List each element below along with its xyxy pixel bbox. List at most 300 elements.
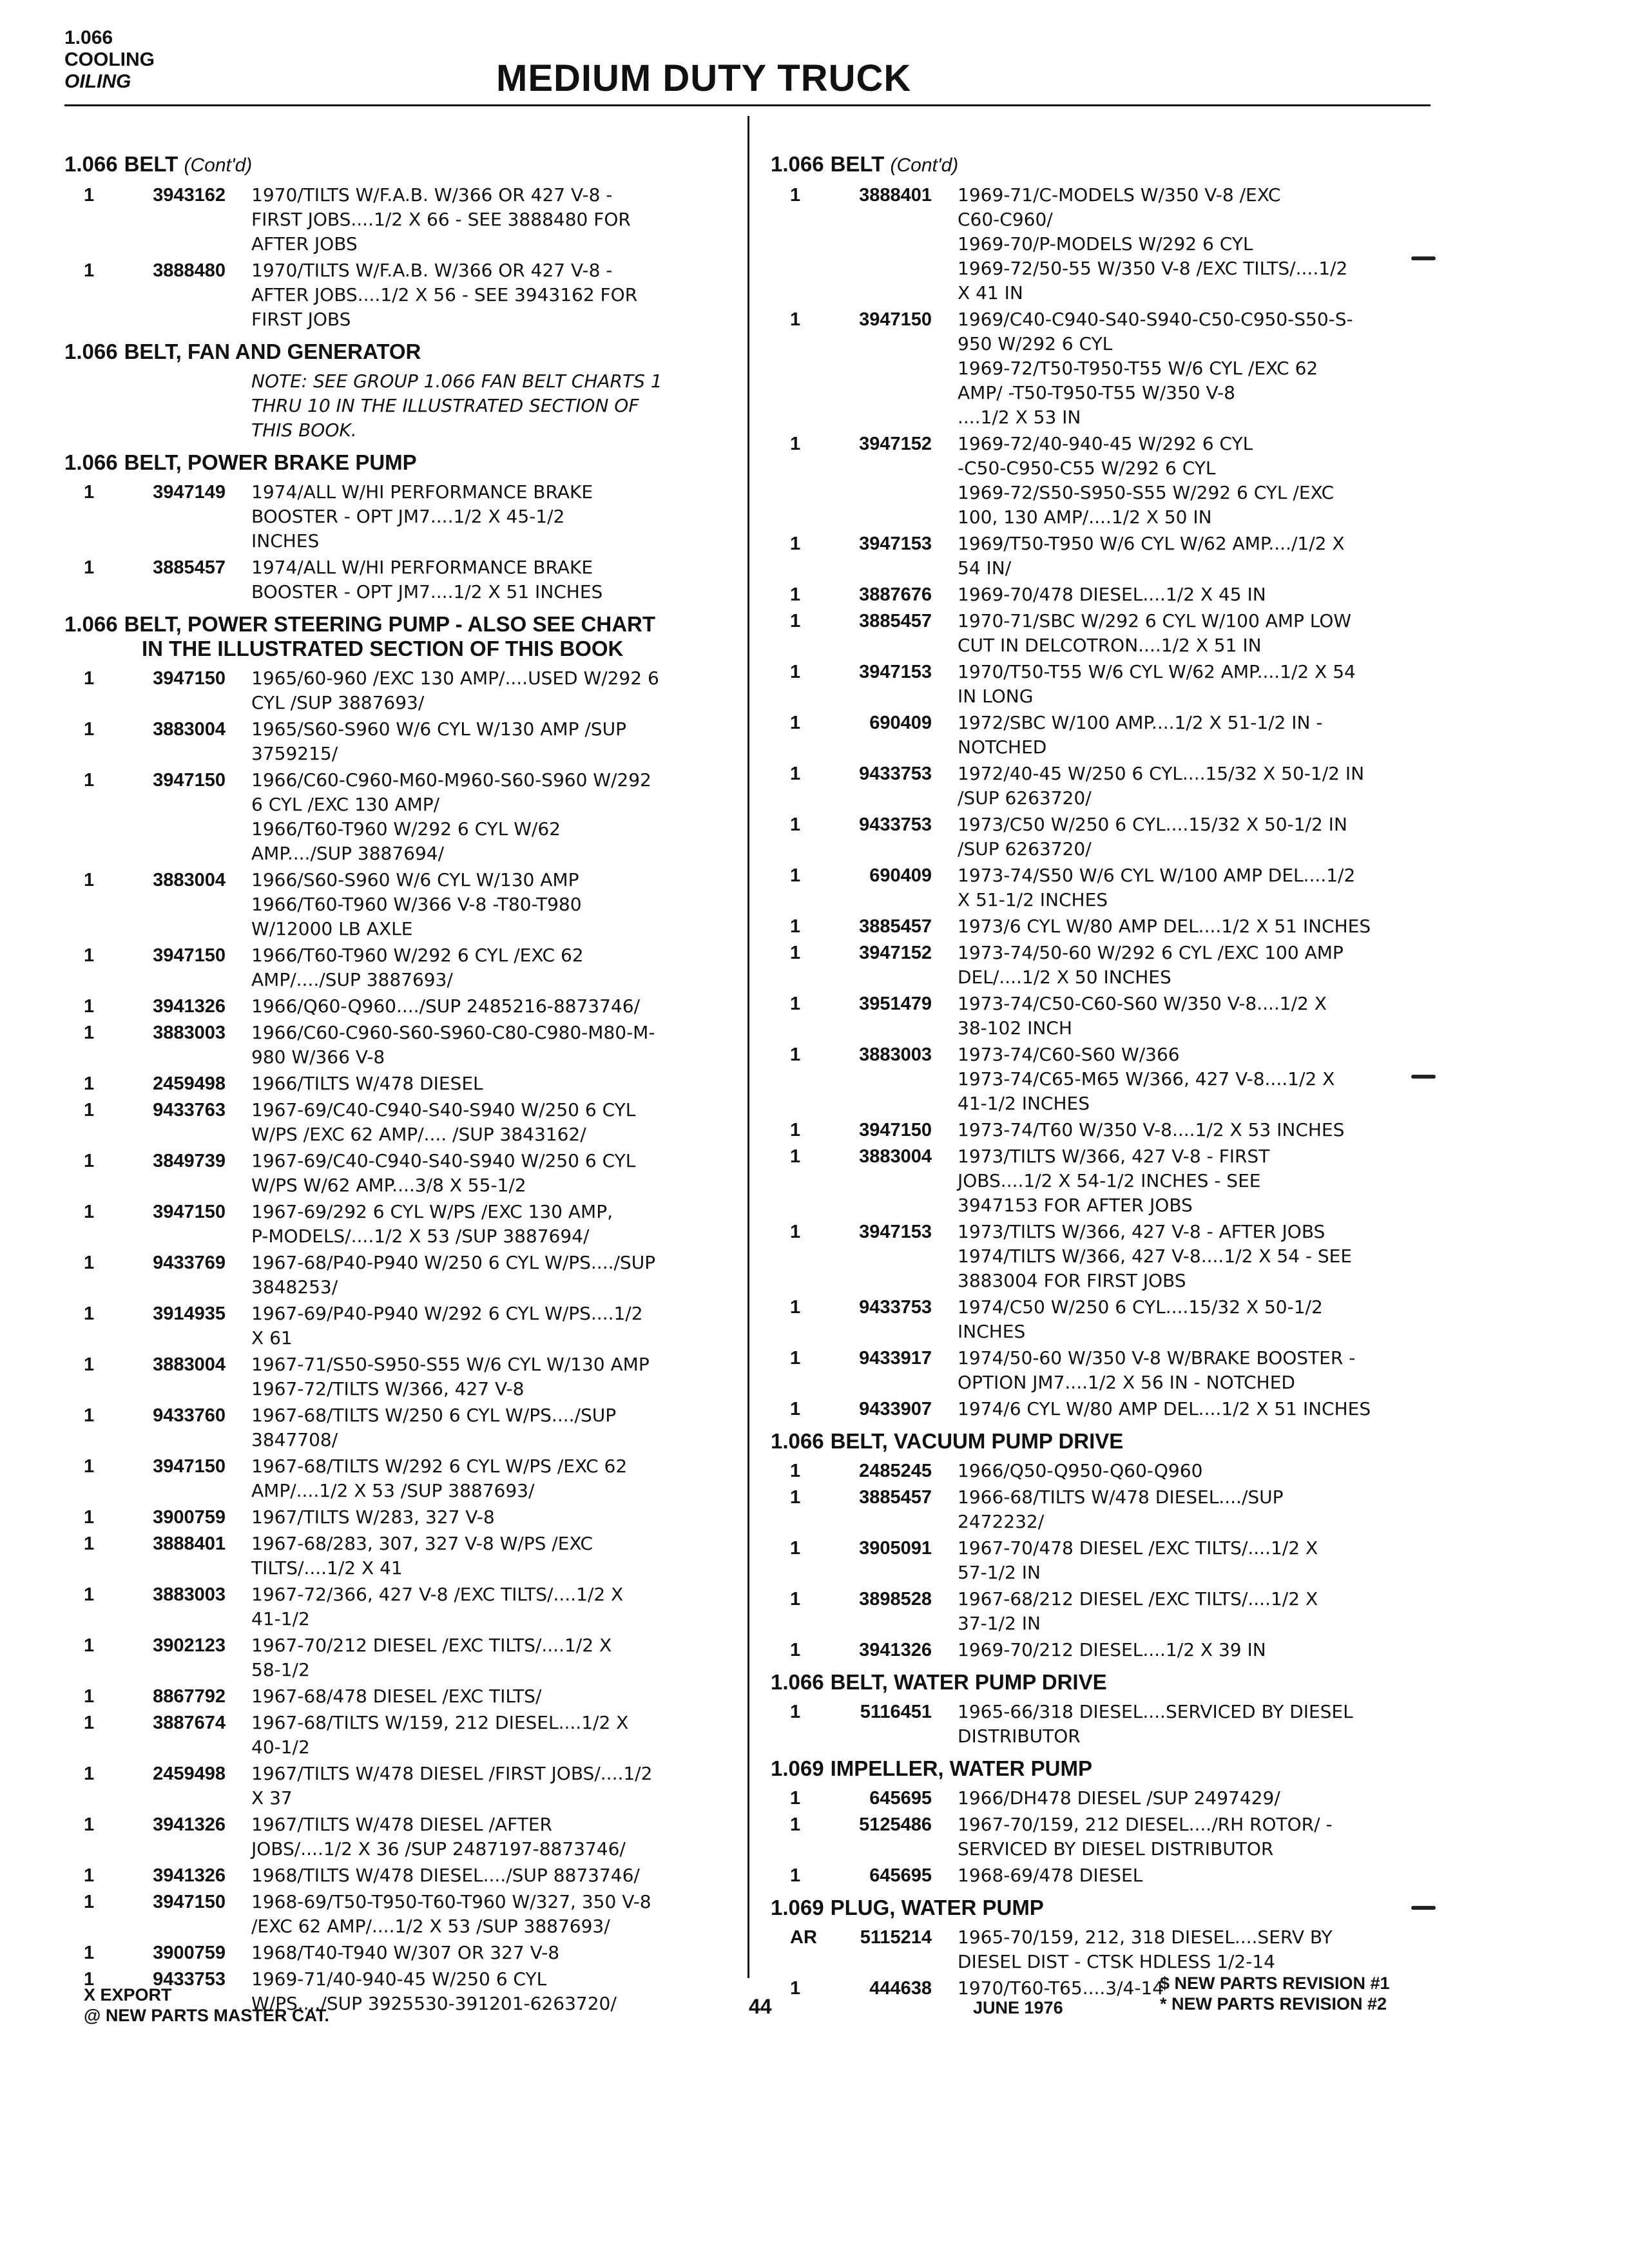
description-line: 1968/T40-T940 W/307 OR 327 V-8: [251, 1942, 560, 1963]
part-quantity: 1: [84, 1584, 95, 1605]
description-line: 38-102 INCH: [958, 1017, 1072, 1039]
part-row: [64, 1352, 735, 1401]
description-line: 1966/T60-T960 W/366 V-8 -T80-T980: [251, 894, 582, 915]
part-number: 3905091: [859, 1538, 932, 1559]
part-row: [771, 609, 1441, 658]
description-line: 1970/TILTS W/F.A.B. W/366 OR 427 V-8 -: [251, 260, 613, 281]
section-heading: [64, 612, 735, 661]
description-line: 100, 130 AMP/....1/2 X 50 IN: [958, 506, 1212, 528]
description-line: 1967-68/P40-P940 W/250 6 CYL W/PS..../SUP: [251, 1252, 656, 1273]
part-description: [958, 914, 1441, 939]
part-number: 3885457: [859, 611, 932, 631]
part-description: [251, 1711, 735, 1760]
description-line: CUT IN DELCOTRON....1/2 X 51 IN: [958, 635, 1262, 656]
part-quantity: 1: [84, 945, 95, 966]
section-title: BELT: [124, 152, 178, 176]
part-number: 690409: [869, 865, 932, 886]
description-line: 1967-69/292 6 CYL W/PS /EXC 130 AMP,: [251, 1201, 613, 1222]
description-line: 1967-71/S50-S950-S55 W/6 CYL W/130 AMP: [251, 1354, 650, 1375]
description-line: 1973-74/T60 W/350 V-8....1/2 X 53 INCHES: [958, 1119, 1345, 1140]
section-heading: [64, 152, 735, 178]
description-line: 1970-71/SBC W/292 6 CYL W/100 AMP LOW: [958, 610, 1352, 631]
section-number: 1.069: [771, 1896, 824, 1919]
section-number: 1.066: [64, 152, 118, 176]
part-quantity: 1: [84, 1100, 95, 1120]
description-line: 1969-72/40-940-45 W/292 6 CYL: [958, 433, 1253, 454]
part-quantity: 1: [790, 1461, 801, 1481]
part-description: [251, 1812, 735, 1861]
part-number: 2485245: [859, 1461, 932, 1481]
part-number: 3888401: [859, 185, 932, 206]
description-line: 1969/T50-T950 W/6 CYL W/62 AMP..../1/2 X: [958, 533, 1345, 554]
description-line: 6 CYL /EXC 130 AMP/: [251, 794, 440, 815]
description-line: W/PS..../SUP 3925530-391201-6263720/: [251, 1993, 617, 2014]
part-quantity: 1: [84, 1969, 95, 1990]
part-quantity: 1: [84, 1354, 95, 1375]
part-quantity: 1: [790, 994, 801, 1014]
part-number: 3947150: [859, 309, 932, 330]
footer-master-cat: @ NEW PARTS MASTER CAT.: [84, 2006, 329, 2025]
description-line: 1973-74/C50-C60-S60 W/350 V-8....1/2 X: [958, 993, 1327, 1014]
section-title: BELT, POWER BRAKE PUMP: [124, 450, 417, 474]
part-row: [771, 1485, 1441, 1534]
section-heading: [771, 152, 1441, 178]
part-description: [251, 1762, 735, 1811]
description-line: 1973/TILTS W/366, 427 V-8 - AFTER JOBS: [958, 1221, 1325, 1242]
description-line: 1973-74/50-60 W/292 6 CYL /EXC 100 AMP: [958, 942, 1344, 963]
part-quantity: 1: [84, 996, 95, 1017]
description-line: 1966/Q50-Q950-Q60-Q960: [958, 1460, 1203, 1481]
part-quantity: 1: [790, 185, 801, 206]
margin-tick-mark: [1411, 256, 1436, 260]
description-line: 1967/TILTS W/478 DIESEL /AFTER: [251, 1814, 552, 1835]
part-number: 3883004: [153, 719, 226, 740]
part-row: [771, 992, 1441, 1041]
section-code: 1.066: [64, 27, 113, 48]
part-number: 3941326: [153, 996, 226, 1017]
description-line: W/PS /EXC 62 AMP/.... /SUP 3843162/: [251, 1124, 586, 1145]
part-quantity: 1: [790, 1044, 801, 1065]
description-line: 950 W/292 6 CYL: [958, 333, 1113, 354]
description-line: 1974/TILTS W/366, 427 V-8....1/2 X 54 - SEE: [958, 1245, 1353, 1267]
description-line: 1974/C50 W/250 6 CYL....15/32 X 50-1/2: [958, 1296, 1323, 1318]
description-line: 1966/S60-S960 W/6 CYL W/130 AMP: [251, 869, 579, 890]
part-description: [958, 1812, 1441, 1861]
part-row: [771, 914, 1441, 939]
description-line: 41-1/2 INCHES: [958, 1093, 1090, 1114]
part-description: [958, 1587, 1441, 1636]
part-quantity: 1: [790, 1640, 801, 1660]
part-quantity: 1: [84, 1635, 95, 1656]
part-number: 3947152: [859, 434, 932, 454]
description-line: 58-1/2: [251, 1659, 310, 1680]
description-line: 1967-69/C40-C940-S40-S940 W/250 6 CYL: [251, 1099, 636, 1120]
part-description: [251, 1890, 735, 1939]
description-line: 1969-70/478 DIESEL....1/2 X 45 IN: [958, 584, 1266, 605]
description-line: TILTS/....1/2 X 41: [251, 1557, 403, 1579]
description-line: W/PS W/62 AMP....3/8 X 55-1/2: [251, 1175, 526, 1196]
section-continued: (Cont'd): [184, 155, 253, 176]
footer-export: X EXPORT: [84, 1985, 172, 2004]
section-heading: [771, 1756, 1441, 1781]
section-title: PLUG, WATER PUMP: [830, 1896, 1044, 1919]
description-line: 1974/6 CYL W/80 AMP DEL....1/2 X 51 INCHES: [958, 1398, 1371, 1419]
description-line: 1967-70/159, 212 DIESEL..../RH ROTOR/ -: [958, 1814, 1333, 1835]
part-number: 9433753: [859, 764, 932, 784]
description-line: 1966/T60-T960 W/292 6 CYL /EXC 62: [251, 945, 584, 966]
part-row: [771, 307, 1441, 430]
note-line: THIS BOOK.: [251, 419, 357, 441]
corner-header: [64, 27, 155, 93]
description-line: 1973-74/C65-M65 W/366, 427 V-8....1/2 X: [958, 1068, 1335, 1090]
description-line: 1970/TILTS W/F.A.B. W/366 OR 427 V-8 -: [251, 184, 613, 206]
description-line: 1965-66/318 DIESEL....SERVICED BY DIESEL: [958, 1701, 1353, 1722]
description-line: 1967-68/283, 307, 327 V-8 W/PS /EXC: [251, 1533, 593, 1554]
part-row: [771, 1536, 1441, 1585]
part-row: [771, 1220, 1441, 1293]
description-line: 1969-70/P-MODELS W/292 6 CYL: [958, 233, 1253, 255]
part-number: 645695: [869, 1865, 932, 1886]
description-line: IN LONG: [958, 686, 1034, 707]
part-number: 9433753: [859, 814, 932, 835]
description-line: 1967-72/TILTS W/366, 427 V-8: [251, 1378, 525, 1399]
footer-legend-left: [84, 1984, 329, 2026]
part-description: [251, 1149, 735, 1198]
part-number: 2459498: [153, 1073, 226, 1094]
part-number: 3947150: [153, 1892, 226, 1912]
part-number: 3947152: [859, 943, 932, 963]
part-row: [64, 1532, 735, 1581]
part-row: [771, 941, 1441, 990]
part-description: [251, 717, 735, 766]
part-quantity: 1: [84, 185, 95, 206]
category-oiling: OILING: [64, 71, 131, 92]
description-line: INCHES: [251, 530, 320, 552]
description-line: DISTRIBUTOR: [958, 1725, 1081, 1747]
description-line: 1967-72/366, 427 V-8 /EXC TILTS/....1/2 X: [251, 1584, 624, 1605]
part-number: 3849739: [153, 1151, 226, 1171]
page-title: MEDIUM DUTY TRUCK: [496, 57, 912, 99]
part-row: [771, 1459, 1441, 1483]
part-quantity: AR: [790, 1927, 817, 1948]
description-line: BOOSTER - OPT JM7....1/2 X 45-1/2: [251, 506, 565, 527]
part-description: [958, 1459, 1441, 1483]
part-description: [251, 994, 735, 1019]
part-number: 3898528: [859, 1589, 932, 1610]
part-quantity: 1: [790, 662, 801, 682]
description-line: 1966/C60-C960-S60-S960-C80-C980-M80-M-: [251, 1022, 655, 1043]
part-description: [251, 1684, 735, 1709]
section-heading: [771, 1896, 1441, 1920]
description-line: 1974/ALL W/HI PERFORMANCE BRAKE: [251, 557, 593, 578]
part-description: [251, 1941, 735, 1965]
part-number: 3947149: [153, 482, 226, 503]
part-number: 3900759: [153, 1507, 226, 1528]
description-line: 1969-72/50-55 W/350 V-8 /EXC TILTS/....1/2: [958, 258, 1348, 279]
section-title: BELT, POWER STEERING PUMP - ALSO SEE CHART: [124, 612, 656, 636]
part-quantity: 1: [84, 1303, 95, 1324]
part-quantity: 1: [790, 1348, 801, 1369]
part-row: [64, 1863, 735, 1888]
footer-revision-1: $ NEW PARTS REVISION #1: [1160, 1974, 1390, 1993]
part-quantity: 1: [84, 1713, 95, 1733]
margin-tick-mark: [1411, 1906, 1436, 1910]
description-line: 1969-72/S50-S950-S55 W/292 6 CYL /EXC: [958, 482, 1335, 503]
part-row: [771, 1925, 1441, 1974]
part-row: [64, 1403, 735, 1452]
part-number: 3941326: [153, 1865, 226, 1886]
description-line: 37-1/2 IN: [958, 1613, 1041, 1634]
description-line: P-MODELS/....1/2 X 53 /SUP 3887694/: [251, 1225, 590, 1247]
part-description: [251, 768, 735, 866]
part-quantity: 1: [790, 611, 801, 631]
margin-tick-mark: [1411, 1075, 1436, 1079]
part-quantity: 1: [790, 1146, 801, 1167]
part-number: 3947150: [153, 945, 226, 966]
description-line: -C50-C950-C55 W/292 6 CYL: [958, 457, 1216, 479]
description-line: 1968/TILTS W/478 DIESEL..../SUP 8873746/: [251, 1865, 640, 1886]
part-number: 5115214: [860, 1927, 932, 1948]
section-title: BELT, FAN AND GENERATOR: [124, 340, 421, 363]
part-row: [771, 1346, 1441, 1395]
part-description: [251, 183, 735, 256]
description-line: NOTCHED: [958, 736, 1047, 758]
section-heading: [771, 1429, 1441, 1454]
description-line: 57-1/2 IN: [958, 1562, 1041, 1583]
description-line: AMP..../SUP 3887694/: [251, 843, 445, 864]
part-quantity: 1: [790, 533, 801, 554]
part-row: [64, 1505, 735, 1530]
description-line: 3848253/: [251, 1276, 338, 1298]
description-line: 1973/C50 W/250 6 CYL....15/32 X 50-1/2 IN: [958, 814, 1347, 835]
description-line: 3847708/: [251, 1429, 338, 1450]
part-quantity: 1: [84, 1865, 95, 1886]
part-row: [64, 768, 735, 866]
description-line: 1967-68/TILTS W/250 6 CYL W/PS..../SUP: [251, 1405, 617, 1426]
part-description: [958, 1786, 1441, 1811]
description-line: 1966/Q60-Q960..../SUP 2485216-8873746/: [251, 995, 640, 1017]
part-description: [958, 992, 1441, 1041]
part-row: [771, 432, 1441, 530]
part-number: 3885457: [859, 1487, 932, 1508]
description-line: 980 W/366 V-8: [251, 1046, 385, 1068]
part-quantity: 1: [84, 1943, 95, 1963]
description-line: /EXC 62 AMP/....1/2 X 53 /SUP 3887693/: [251, 1916, 610, 1937]
part-row: [771, 1587, 1441, 1636]
part-description: [958, 1536, 1441, 1585]
description-line: 3947153 FOR AFTER JOBS: [958, 1195, 1193, 1216]
part-row: [771, 1700, 1441, 1749]
part-number: 3947150: [153, 1456, 226, 1477]
description-line: 1968-69/478 DIESEL: [958, 1865, 1143, 1886]
part-description: [251, 1021, 735, 1070]
part-quantity: 1: [84, 1405, 95, 1426]
part-quantity: 1: [790, 1865, 801, 1886]
part-row: [64, 1454, 735, 1503]
description-line: C60-C960/: [958, 209, 1053, 230]
part-number: 3947150: [153, 1202, 226, 1222]
part-description: [251, 1302, 735, 1350]
description-line: DIESEL DIST - CTSK HDLESS 1/2-14: [958, 1951, 1275, 1972]
part-quantity: 1: [84, 770, 95, 791]
description-line: X 51-1/2 INCHES: [958, 889, 1108, 910]
description-line: 1973-74/S50 W/6 CYL W/100 AMP DEL....1/2: [958, 865, 1356, 886]
column-divider: [747, 116, 749, 1978]
part-quantity: 1: [84, 1073, 95, 1094]
description-line: X 41 IN: [958, 282, 1023, 303]
part-row: [64, 1762, 735, 1811]
description-line: 1967-69/P40-P940 W/292 6 CYL W/PS....1/2: [251, 1303, 643, 1324]
part-number: 3914935: [153, 1303, 226, 1324]
part-row: [771, 1786, 1441, 1811]
note-line: NOTE: SEE GROUP 1.066 FAN BELT CHARTS 1: [251, 370, 662, 392]
description-line: 1967-68/478 DIESEL /EXC TILTS/: [251, 1686, 542, 1707]
part-description: [251, 1505, 735, 1530]
part-number: 3887674: [153, 1713, 226, 1733]
part-quantity: 1: [84, 1151, 95, 1171]
part-number: 9433760: [153, 1405, 226, 1426]
part-quantity: 1: [84, 719, 95, 740]
part-row: [771, 762, 1441, 811]
part-row: [64, 943, 735, 992]
part-row: [64, 480, 735, 553]
part-description: [251, 1098, 735, 1147]
part-quantity: 1: [790, 1120, 801, 1140]
part-description: [251, 1863, 735, 1888]
section-title: BELT, WATER PUMP DRIVE: [830, 1670, 1107, 1694]
description-line: 1965-70/159, 212, 318 DIESEL....SERV BY: [958, 1927, 1333, 1948]
right-column: [771, 152, 1441, 2003]
part-description: [251, 1582, 735, 1631]
part-quantity: 1: [790, 1788, 801, 1809]
description-line: BOOSTER - OPT JM7....1/2 X 51 INCHES: [251, 581, 603, 602]
description-line: 1968-69/T50-T950-T60-T960 W/327, 350 V-8: [251, 1891, 651, 1912]
part-number: 5116451: [860, 1702, 932, 1722]
part-row: [771, 863, 1441, 912]
part-description: [958, 941, 1441, 990]
part-description: [958, 762, 1441, 811]
part-row: [64, 183, 735, 256]
part-number: 3885457: [859, 916, 932, 937]
description-line: X 37: [251, 1787, 293, 1809]
part-number: 3883004: [153, 870, 226, 890]
description-line: X 61: [251, 1327, 293, 1349]
description-line: AMP/ -T50-T950-T55 W/350 V-8: [958, 382, 1235, 403]
part-number: 3943162: [153, 185, 226, 206]
description-line: JOBS....1/2 X 54-1/2 INCHES - SEE: [958, 1170, 1261, 1191]
description-line: 3883004 FOR FIRST JOBS: [958, 1270, 1186, 1291]
description-line: INCHES: [958, 1321, 1026, 1342]
description-line: JOBS/....1/2 X 36 /SUP 2487197-8873746/: [251, 1838, 626, 1860]
part-number: 3883003: [859, 1044, 932, 1065]
part-number: 3947153: [859, 662, 932, 682]
part-quantity: 1: [84, 1253, 95, 1273]
part-description: [958, 1043, 1441, 1116]
part-quantity: 1: [790, 309, 801, 330]
part-row: [771, 812, 1441, 861]
part-row: [64, 1582, 735, 1631]
part-quantity: 1: [790, 764, 801, 784]
part-quantity: 1: [84, 668, 95, 689]
part-description: [958, 1346, 1441, 1395]
description-line: 3759215/: [251, 743, 338, 764]
part-number: 3947150: [153, 770, 226, 791]
description-line: 1967-70/212 DIESEL /EXC TILTS/....1/2 X: [251, 1635, 612, 1656]
description-line: /SUP 6263720/: [958, 787, 1092, 809]
description-line: 1970/T50-T55 W/6 CYL W/62 AMP....1/2 X 54: [958, 661, 1356, 682]
part-description: [251, 480, 735, 553]
description-line: 1965/60-960 /EXC 130 AMP/....USED W/292 6: [251, 668, 659, 689]
part-description: [958, 1397, 1441, 1421]
part-quantity: 1: [790, 1814, 801, 1835]
part-number: 2459498: [153, 1763, 226, 1784]
part-quantity: 1: [84, 260, 95, 281]
part-row: [64, 1072, 735, 1096]
part-quantity: 1: [790, 916, 801, 937]
part-description: [251, 666, 735, 715]
section-number: 1.066: [771, 152, 824, 176]
description-line: 1969-70/212 DIESEL....1/2 X 39 IN: [958, 1639, 1266, 1660]
part-number: 5125486: [859, 1814, 932, 1835]
part-description: [958, 1118, 1441, 1142]
part-number: 3951479: [859, 994, 932, 1014]
description-line: AMP/....1/2 X 53 /SUP 3887693/: [251, 1480, 535, 1501]
part-description: [958, 1863, 1441, 1888]
part-quantity: 1: [84, 1763, 95, 1784]
description-line: 1967-70/478 DIESEL /EXC TILTS/....1/2 X: [958, 1537, 1318, 1559]
part-quantity: 1: [790, 865, 801, 886]
section-number: 1.066: [64, 612, 118, 636]
part-number: 3888480: [153, 260, 226, 281]
description-line: ....1/2 X 53 IN: [958, 407, 1081, 428]
part-number: 645695: [869, 1788, 932, 1809]
page-number: 44: [749, 1995, 772, 2018]
part-number: 3887676: [859, 584, 932, 605]
part-description: [958, 532, 1441, 581]
part-row: [64, 1684, 735, 1709]
section-number: 1.066: [771, 1670, 824, 1694]
part-row: [64, 555, 735, 604]
part-row: [64, 1021, 735, 1070]
part-description: [958, 711, 1441, 760]
part-quantity: 1: [84, 870, 95, 890]
description-line: AFTER JOBS: [251, 233, 358, 255]
part-description: [251, 258, 735, 332]
description-line: 1973-74/C60-S60 W/366: [958, 1044, 1180, 1065]
part-number: 3883003: [153, 1023, 226, 1043]
description-line: AMP/..../SUP 3887693/: [251, 969, 453, 990]
part-number: 9433753: [153, 1969, 226, 1990]
description-line: 1967/TILTS W/283, 327 V-8: [251, 1506, 495, 1528]
part-quantity: 1: [790, 943, 801, 963]
description-line: 1973/TILTS W/366, 427 V-8 - FIRST: [958, 1146, 1270, 1167]
part-quantity: 1: [84, 1686, 95, 1707]
section-title: BELT, VACUUM PUMP DRIVE: [830, 1429, 1124, 1453]
description-line: 2472232/: [958, 1511, 1045, 1532]
section-title-continued: IN THE ILLUSTRATED SECTION OF THIS BOOK: [142, 637, 624, 660]
part-number: 9433769: [153, 1253, 226, 1273]
part-row: [771, 1812, 1441, 1861]
description-line: 54 IN/: [958, 557, 1012, 579]
category-cooling: COOLING: [64, 49, 155, 70]
section-continued: (Cont'd): [890, 155, 959, 176]
description-line: 1974/ALL W/HI PERFORMANCE BRAKE: [251, 481, 593, 503]
part-number: 3941326: [153, 1814, 226, 1835]
part-number: 9433753: [859, 1297, 932, 1318]
description-line: /SUP 6263720/: [958, 838, 1092, 860]
part-description: [958, 660, 1441, 709]
description-line: 1972/40-45 W/250 6 CYL....15/32 X 50-1/2 IN: [958, 763, 1365, 784]
